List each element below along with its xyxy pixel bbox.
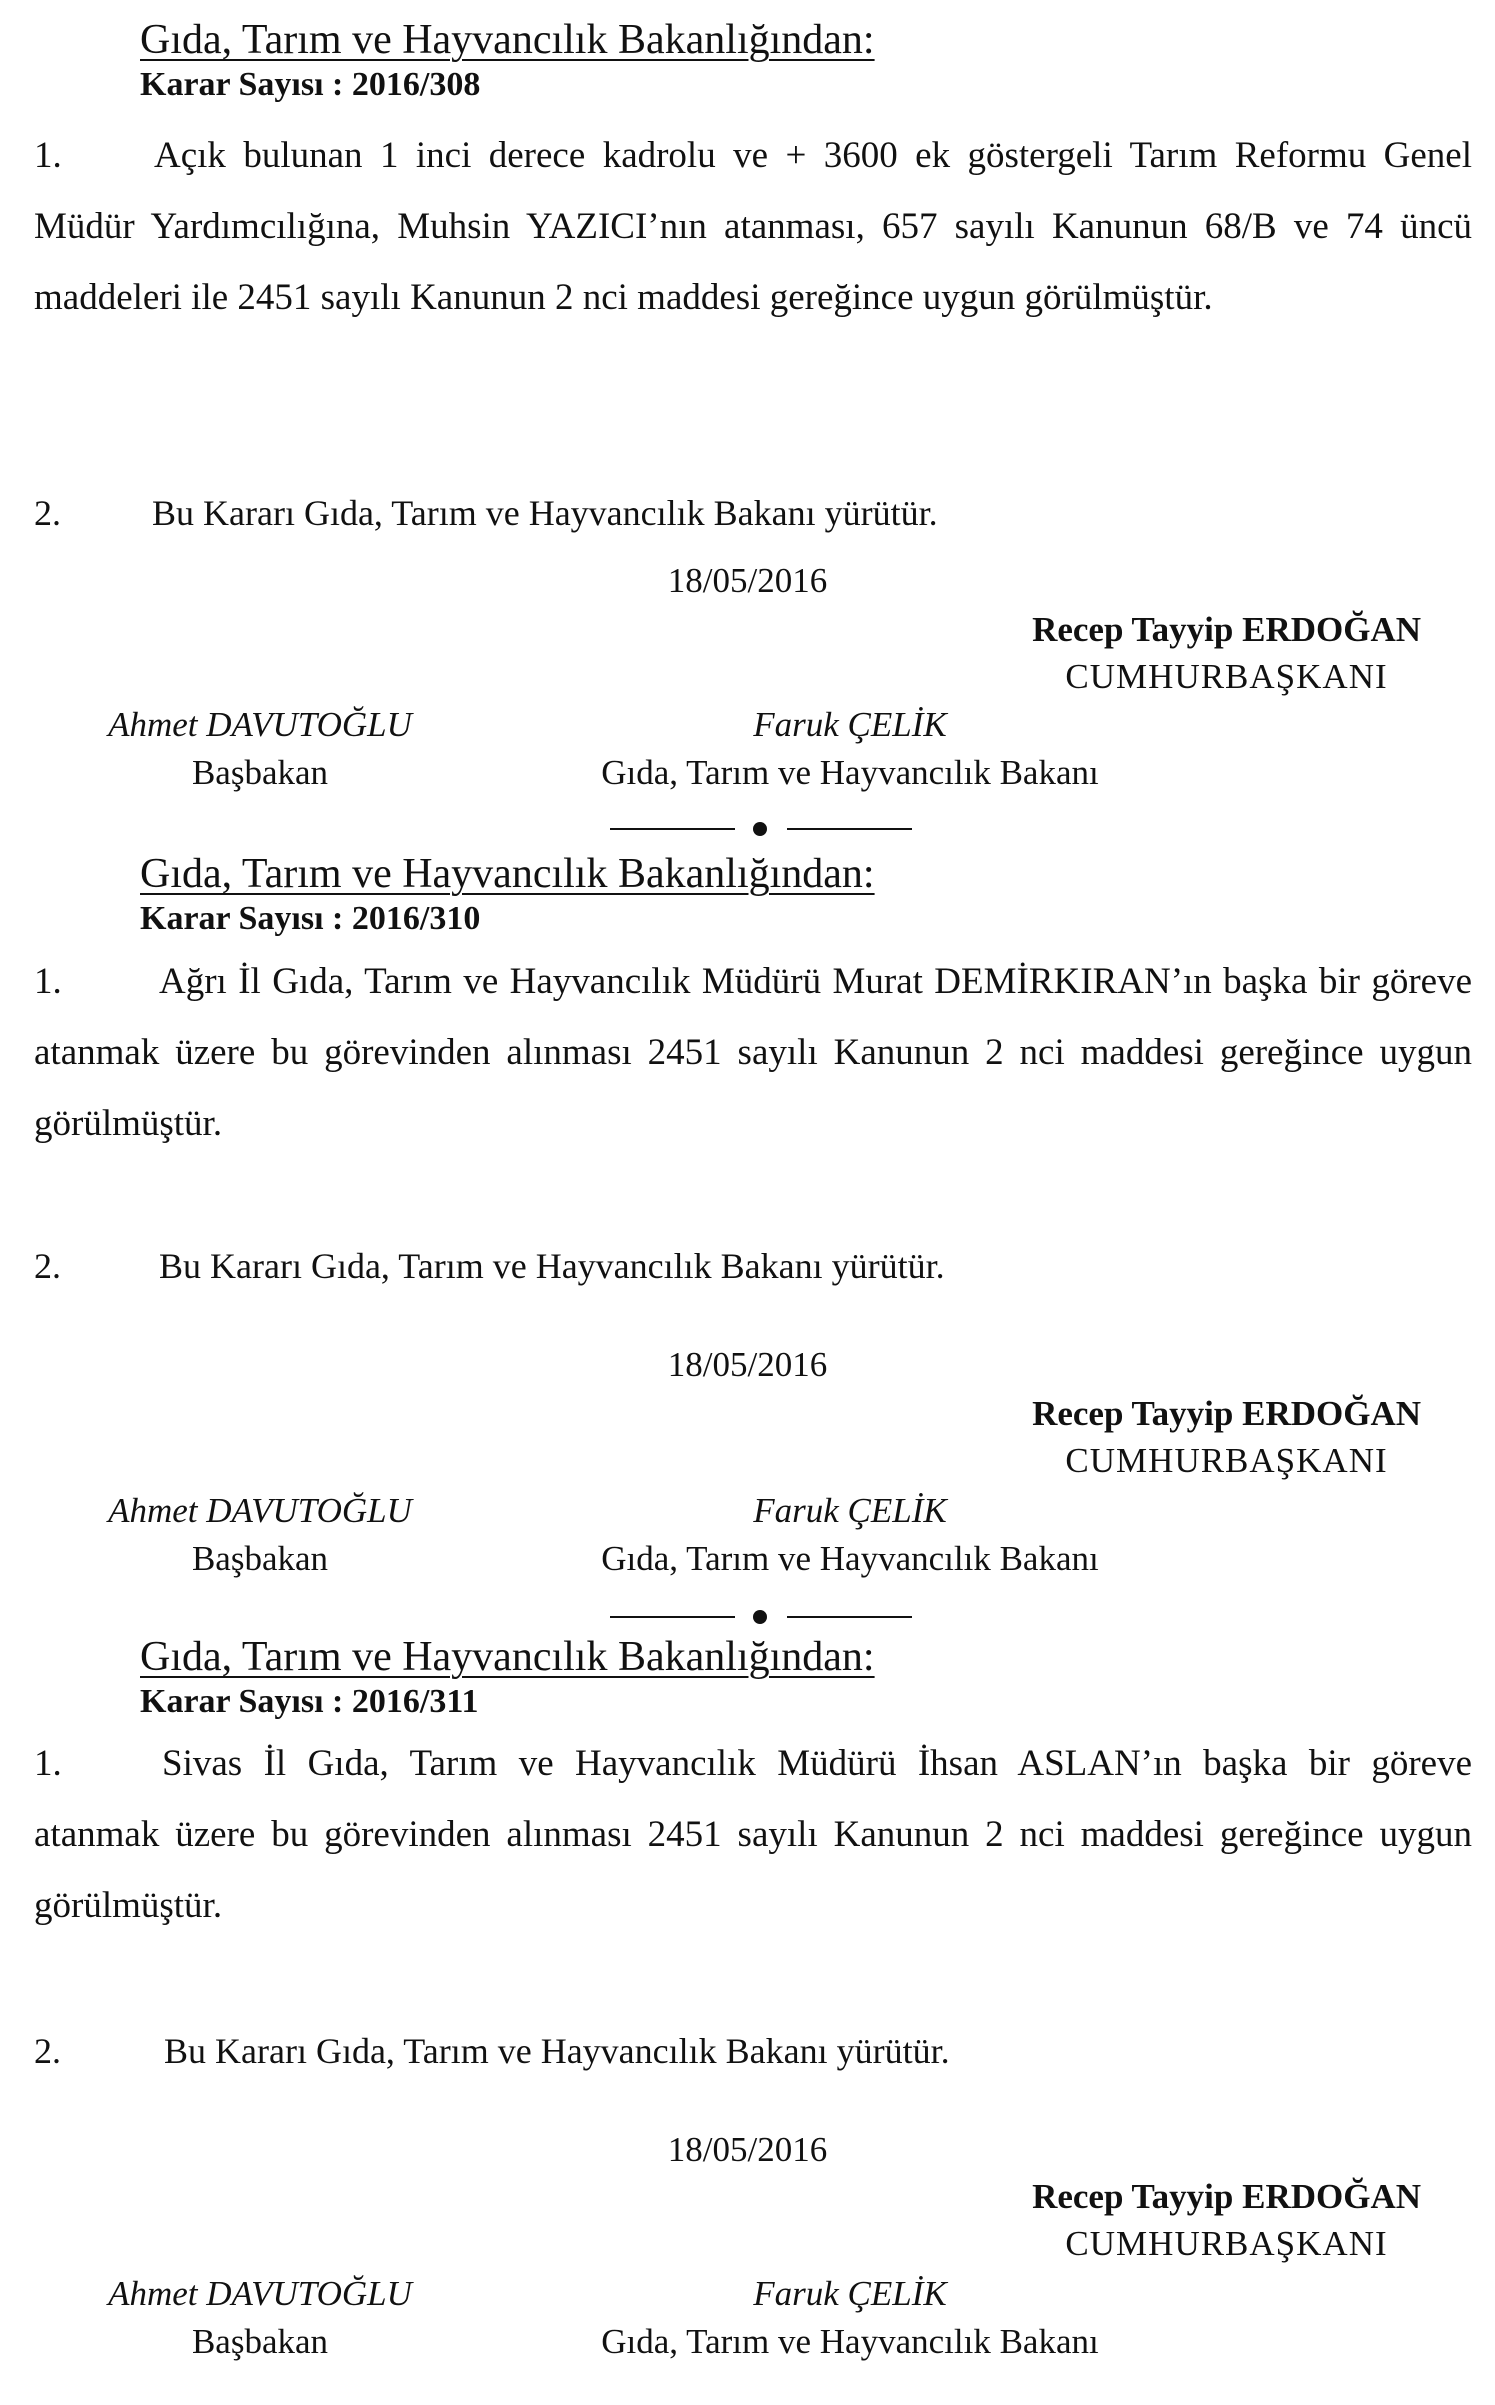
divider-dot: [753, 1610, 767, 1624]
decision-item-2-number: 2.: [34, 2031, 61, 2071]
decision-item-1-number: 1.: [34, 961, 62, 1002]
ministry-heading: Gıda, Tarım ve Hayvancılık Bakanlığından:: [140, 1634, 875, 1680]
minister-signature: [550, 701, 1150, 797]
divider-dot: [753, 822, 767, 836]
prime-minister-signature: [70, 1487, 450, 1583]
minister-title: Gıda, Tarım ve Hayvancılık Bakanı: [601, 753, 1099, 792]
decision-item-1: [34, 1728, 1472, 1941]
decision-item-1-text: Ağrı İl Gıda, Tarım ve Hayvancılık Müdürü Murat DEMİRKIRAN’ın başka bir göreve atanmak üzere bu görevinden alınması 2451 sayılı Kanunun 2 nci maddesi gereğince uygun görülmüştür.: [34, 961, 1472, 1144]
president-signature: [1032, 1390, 1421, 1484]
ministry-heading: Gıda, Tarım ve Hayvancılık Bakanlığından:: [140, 851, 875, 897]
decision-item-1-text: Açık bulunan 1 inci derece kadrolu ve + 3600 ek göstergeli Tarım Reformu Genel Müdür Yardımcılığına, Muhsin YAZICI’nın atanması, 657 sayılı Kanunun 68/B ve 74 üncü maddeleri ile 2451 sayılı Kanunun 2 nci maddesi gereğince uygun görülmüştür.: [34, 135, 1472, 318]
minister-name: Faruk ÇELİK: [753, 2274, 947, 2313]
decision-item-1-number: 1.: [34, 1743, 62, 1784]
decision-item-1: [34, 120, 1472, 333]
decision-item-1-text: Sivas İl Gıda, Tarım ve Hayvancılık Müdürü İhsan ASLAN’ın başka bir göreve atanmak üzere bu görevinden alınması 2451 sayılı Kanunun 2 nci maddesi gereğince uygun görülmüştür.: [34, 1743, 1472, 1926]
prime-minister-title: Başbakan: [191, 753, 329, 792]
minister-name: Faruk ÇELİK: [753, 705, 947, 744]
president-signature: [1032, 2173, 1421, 2267]
section-divider: [610, 1607, 912, 1627]
prime-minister-signature: [70, 701, 450, 797]
president-name: Recep Tayyip ERDOĞAN: [1032, 610, 1421, 649]
minister-signature: [550, 1487, 1150, 1583]
decision-item-2-number: 2.: [34, 1246, 61, 1286]
prime-minister-name: Ahmet DAVUTOĞLU: [108, 1491, 412, 1530]
president-title: CUMHURBAŞKANI: [1065, 1441, 1388, 1480]
decision-item-2-number: 2.: [34, 493, 61, 533]
minister-title: Gıda, Tarım ve Hayvancılık Bakanı: [601, 1539, 1099, 1578]
decision-item-1: [34, 946, 1472, 1159]
decision-date: 18/05/2016: [667, 1345, 828, 1384]
prime-minister-signature: [70, 2270, 450, 2366]
minister-name: Faruk ÇELİK: [753, 1491, 947, 1530]
section-divider: [610, 819, 912, 839]
decision-date: 18/05/2016: [667, 561, 828, 600]
president-title: CUMHURBAŞKANI: [1065, 657, 1388, 696]
decision-item-2-text: Bu Kararı Gıda, Tarım ve Hayvancılık Bakanı yürütür.: [159, 1246, 945, 1286]
decision-number: Karar Sayısı : 2016/310: [140, 900, 481, 937]
president-title: CUMHURBAŞKANI: [1065, 2224, 1388, 2263]
minister-title: Gıda, Tarım ve Hayvancılık Bakanı: [601, 2322, 1099, 2361]
minister-signature: [550, 2270, 1150, 2366]
prime-minister-name: Ahmet DAVUTOĞLU: [108, 2274, 412, 2313]
ministry-heading: Gıda, Tarım ve Hayvancılık Bakanlığından:: [140, 17, 875, 63]
prime-minister-name: Ahmet DAVUTOĞLU: [108, 705, 412, 744]
decision-date: 18/05/2016: [667, 2130, 828, 2169]
president-name: Recep Tayyip ERDOĞAN: [1032, 1394, 1421, 1433]
decision-item-2-text: Bu Kararı Gıda, Tarım ve Hayvancılık Bakanı yürütür.: [164, 2031, 950, 2071]
president-signature: [1032, 606, 1421, 700]
prime-minister-title: Başbakan: [191, 2322, 329, 2361]
decision-number: Karar Sayısı : 2016/308: [140, 66, 481, 103]
president-name: Recep Tayyip ERDOĞAN: [1032, 2177, 1421, 2216]
decision-number: Karar Sayısı : 2016/311: [140, 1683, 479, 1720]
decision-item-1-number: 1.: [34, 135, 62, 176]
decision-item-2-text: Bu Kararı Gıda, Tarım ve Hayvancılık Bakanı yürütür.: [152, 493, 938, 533]
prime-minister-title: Başbakan: [191, 1539, 329, 1578]
